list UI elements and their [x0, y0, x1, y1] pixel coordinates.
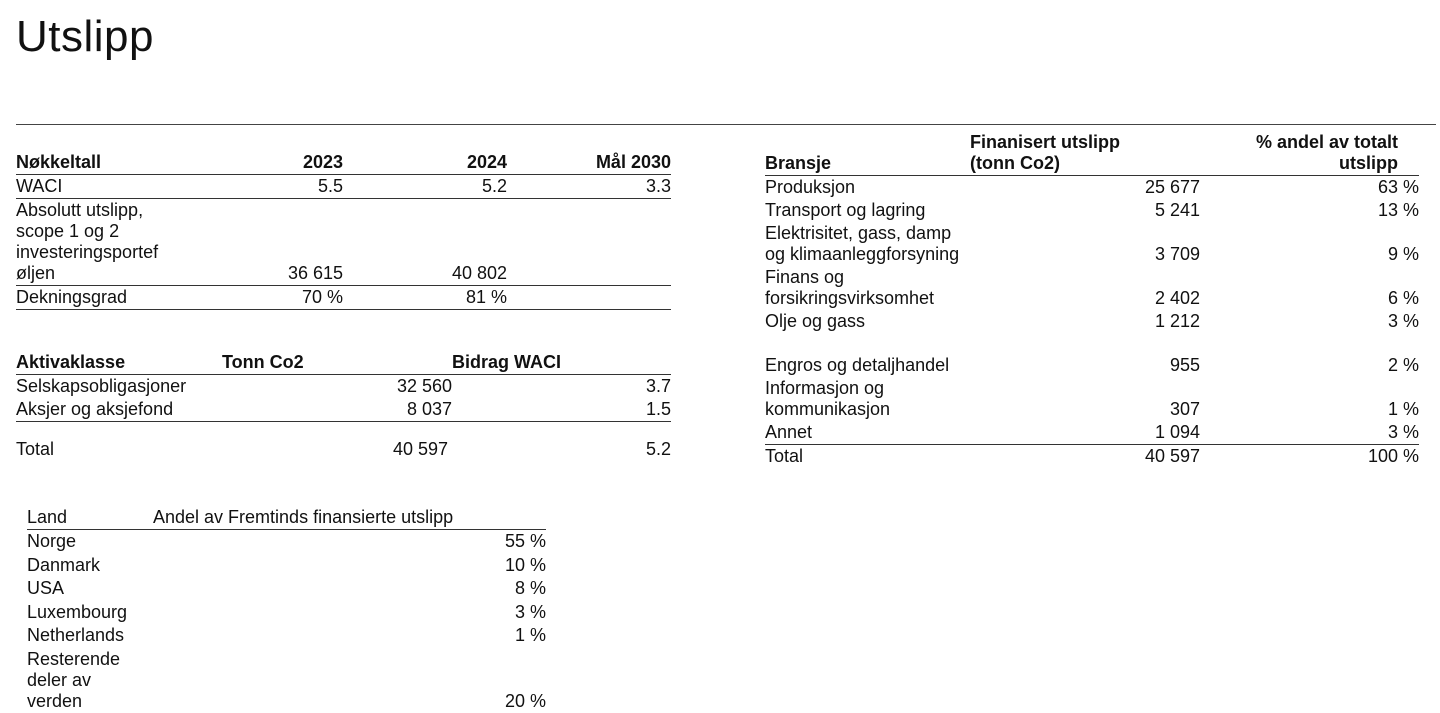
cell-value: 70 %	[166, 286, 343, 310]
row-label: Selskapsobligasjoner	[16, 375, 222, 399]
column-header: Mål 2030	[507, 152, 671, 175]
row-label: Dekningsgrad	[16, 286, 166, 310]
cell-value: 8 037	[222, 398, 452, 422]
cell-value: 3.3	[507, 175, 671, 199]
cell-value: 1.5	[452, 398, 671, 422]
table-row	[16, 398, 671, 422]
table-header-row	[765, 132, 1419, 176]
row-label: Luxembourg	[27, 601, 153, 625]
row-label: Olje og gass	[765, 310, 970, 333]
table-row	[16, 175, 671, 199]
column-header: 2024	[343, 152, 507, 175]
table-row	[765, 266, 1419, 310]
table-row	[27, 530, 546, 554]
country-table	[27, 507, 546, 713]
cell-value: 40 597	[222, 438, 452, 461]
cell-value: 32 560	[222, 375, 452, 399]
row-label: Produksjon	[765, 176, 970, 200]
cell-value: 13 %	[1200, 199, 1419, 222]
row-label: Informasjon og kommunikasjon	[765, 377, 970, 421]
cell-value: 63 %	[1200, 176, 1419, 200]
column-header: Land	[27, 507, 153, 530]
column-header: Bidrag WACI	[452, 352, 671, 375]
cell-value: 55 %	[153, 530, 546, 554]
cell-value: 36 615	[166, 199, 343, 286]
row-label: Aksjer og aksjefond	[16, 398, 222, 422]
cell-value: 955	[970, 333, 1200, 377]
cell-value: 307	[970, 377, 1200, 421]
cell-value: 1 %	[153, 624, 546, 648]
page-title: Utslipp	[16, 12, 154, 62]
column-header: Finanisert utslipp (tonn Co2)	[970, 132, 1200, 176]
table-row	[765, 176, 1419, 200]
column-header: 2023	[166, 152, 343, 175]
row-label: Finans og forsikringsvirksomhet	[765, 266, 970, 310]
cell-value: 5 241	[970, 199, 1200, 222]
cell-value: 25 677	[970, 176, 1200, 200]
column-header: Andel av Fremtinds finansierte utslipp	[153, 507, 546, 530]
cell-value: 3 709	[970, 222, 1200, 266]
cell-value: 100 %	[1200, 445, 1419, 469]
row-label: Total	[16, 438, 222, 461]
cell-value: 3 %	[1200, 310, 1419, 333]
table-row	[27, 577, 546, 601]
section-divider	[16, 124, 1436, 125]
table-row	[27, 624, 546, 648]
cell-value: 1 094	[970, 421, 1200, 445]
column-header: % andel av totalt utslipp	[1200, 132, 1419, 176]
table-row	[765, 222, 1419, 266]
cell-value: 10 %	[153, 554, 546, 578]
table-row	[27, 648, 546, 713]
column-header: Tonn Co2	[222, 352, 452, 375]
table-row	[27, 554, 546, 578]
row-label: Transport og lagring	[765, 199, 970, 222]
table-header-row	[16, 352, 671, 375]
row-label: WACI	[16, 175, 166, 199]
cell-value: 3 %	[1200, 421, 1419, 445]
cell-value: 5.2	[343, 175, 507, 199]
column-header: Aktivaklasse	[16, 352, 222, 375]
cell-value: 2 %	[1200, 333, 1419, 377]
row-label: Danmark	[27, 554, 153, 578]
table-row	[27, 601, 546, 625]
total-row	[16, 438, 671, 461]
column-header: Nøkkeltall	[16, 152, 166, 175]
row-label: USA	[27, 577, 153, 601]
table-row	[16, 375, 671, 399]
row-label: Netherlands	[27, 624, 153, 648]
table-header-row	[16, 152, 671, 175]
row-label: Norge	[27, 530, 153, 554]
row-label: Absolutt utslipp, scope 1 og 2 investeringsportef øljen	[16, 199, 166, 286]
cell-value	[507, 199, 671, 286]
table-row	[765, 377, 1419, 421]
column-header: Bransje	[765, 132, 970, 176]
table-row	[765, 310, 1419, 333]
cell-value: 6 %	[1200, 266, 1419, 310]
row-label: Total	[765, 445, 970, 469]
row-label: Annet	[765, 421, 970, 445]
cell-value	[507, 286, 671, 310]
spacer-row	[16, 422, 671, 439]
cell-value: 20 %	[153, 648, 546, 713]
cell-value: 40 597	[970, 445, 1200, 469]
row-label: Elektrisitet, gass, damp og klimaanleggforsyning	[765, 222, 970, 266]
cell-value: 40 802	[343, 199, 507, 286]
table-row	[16, 199, 671, 286]
total-row	[765, 445, 1419, 469]
cell-value: 9 %	[1200, 222, 1419, 266]
cell-value: 2 402	[970, 266, 1200, 310]
cell-value: 5.2	[452, 438, 671, 461]
sector-table	[765, 132, 1419, 468]
cell-value: 1 %	[1200, 377, 1419, 421]
table-row	[765, 333, 1419, 377]
cell-value: 5.5	[166, 175, 343, 199]
cell-value: 1 212	[970, 310, 1200, 333]
cell-value: 81 %	[343, 286, 507, 310]
cell-value: 3.7	[452, 375, 671, 399]
table-row	[765, 199, 1419, 222]
table-header-row	[27, 507, 546, 530]
asset-class-table	[16, 352, 671, 461]
key-figures-table	[16, 152, 671, 310]
table-row	[16, 286, 671, 310]
cell-value: 8 %	[153, 577, 546, 601]
row-label: Resterende deler av verden	[27, 648, 153, 713]
table-row	[765, 421, 1419, 445]
cell-value: 3 %	[153, 601, 546, 625]
row-label: Engros og detaljhandel	[765, 333, 970, 377]
